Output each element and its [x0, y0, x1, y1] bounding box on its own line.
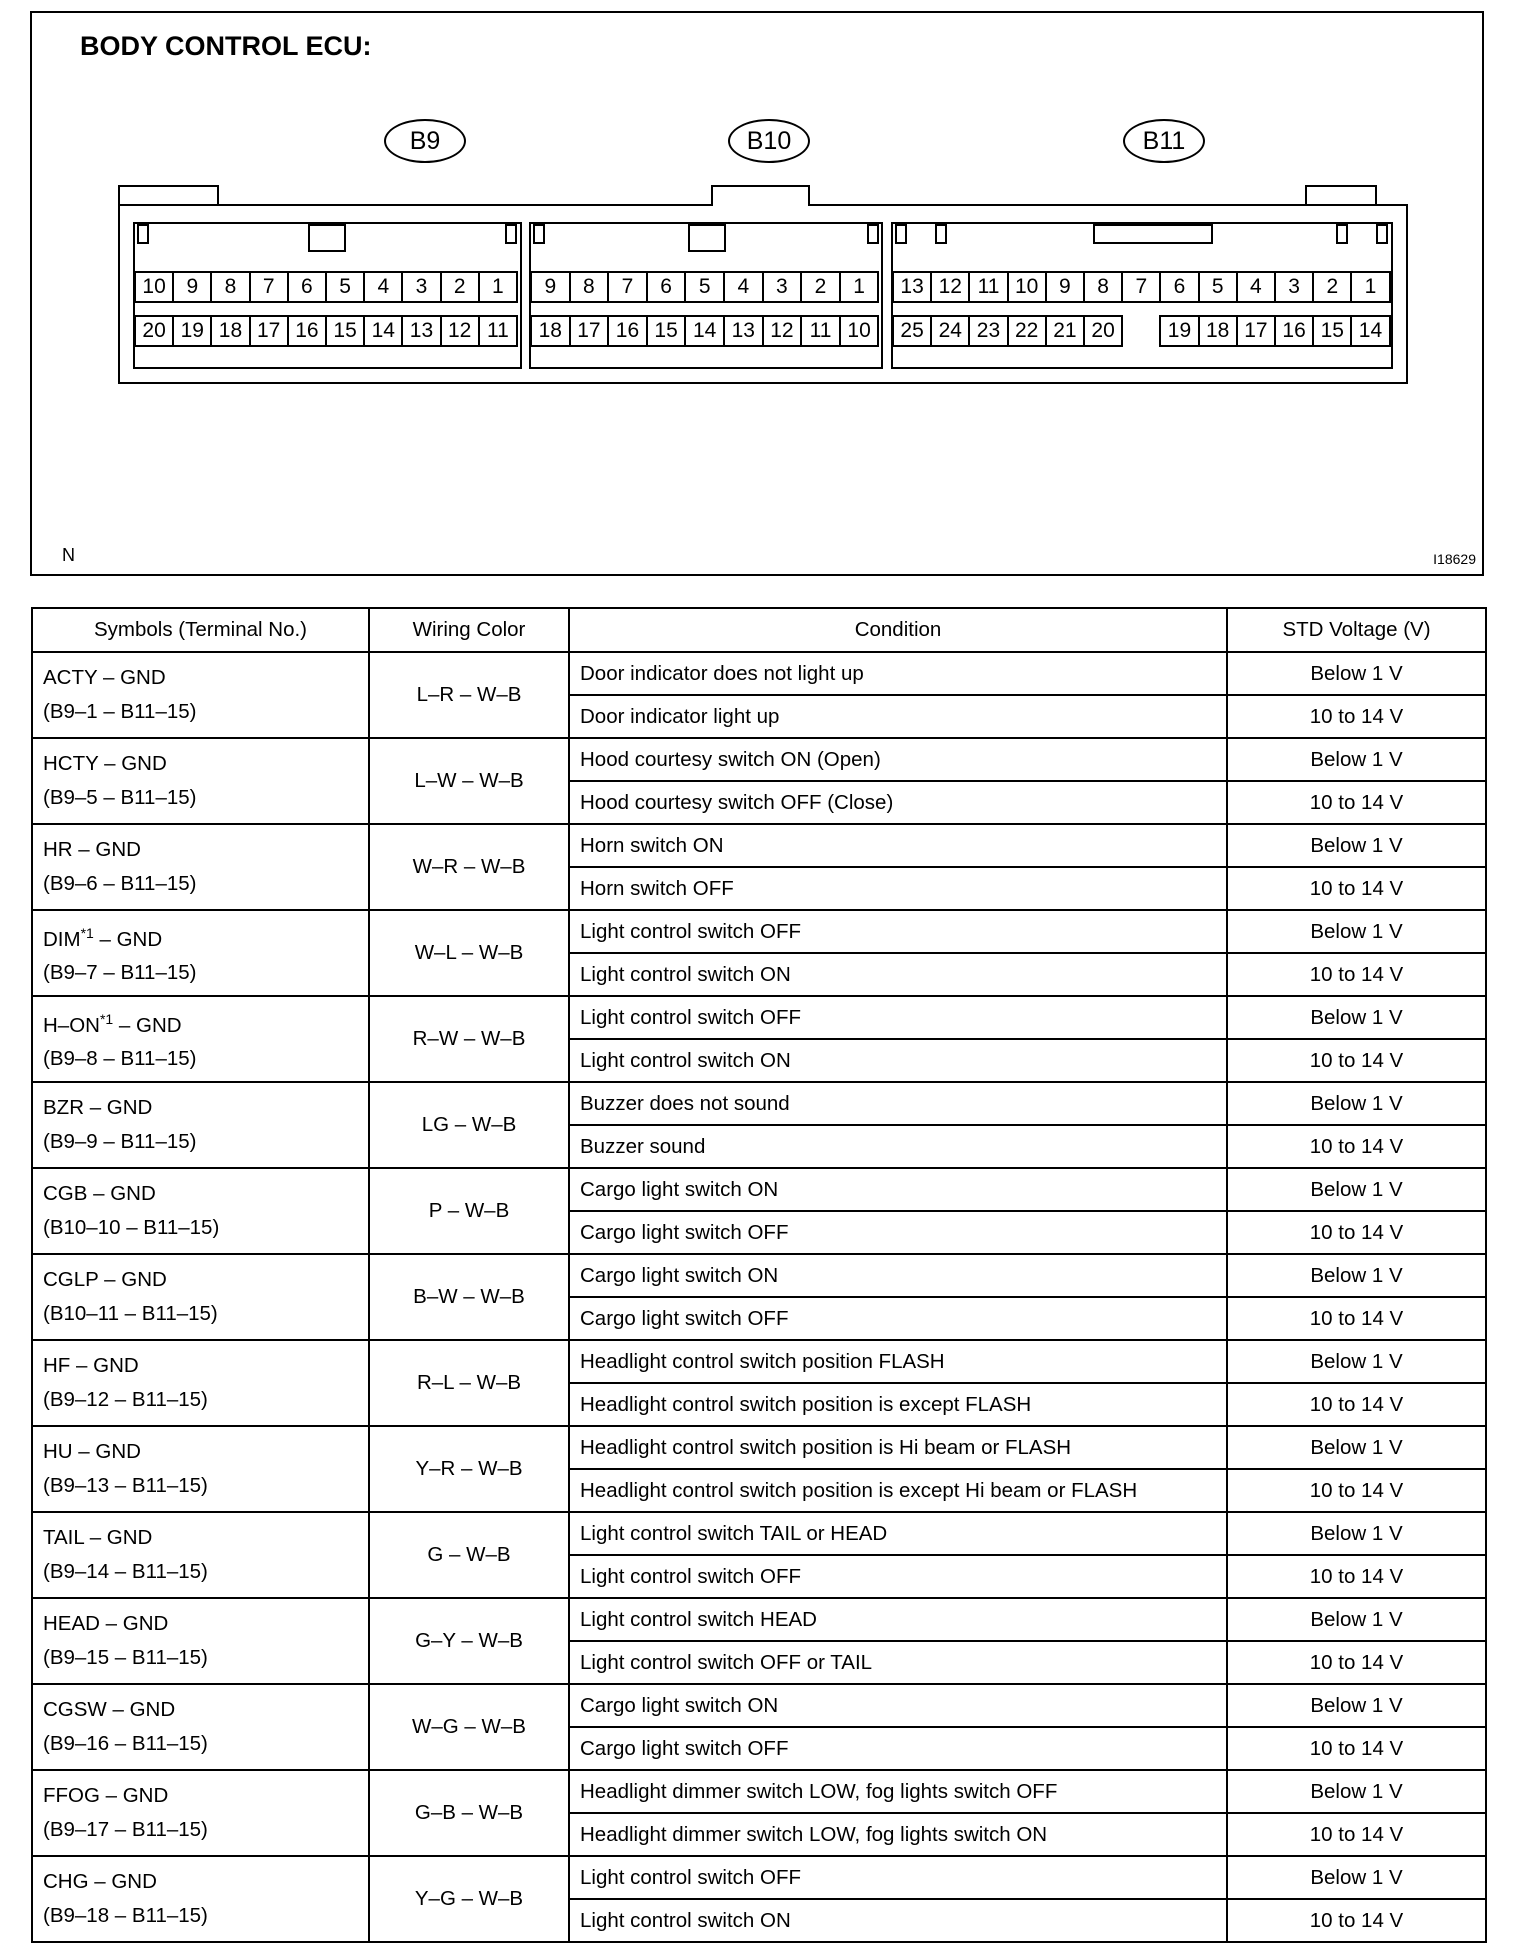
condition-cell: Headlight control switch position FLASH — [569, 1340, 1227, 1383]
connector-pin: 10 — [839, 315, 880, 347]
table-row — [32, 1856, 1486, 1899]
symbol-footnote: *1 — [80, 924, 94, 941]
connector-pin: 17 — [249, 315, 289, 347]
connector-label-b10: B10 — [728, 119, 810, 163]
connector-pin: 19 — [1159, 315, 1199, 347]
condition-cell: Light control switch TAIL or HEAD — [569, 1512, 1227, 1555]
connector-pin: 1 — [1350, 271, 1390, 303]
diagram-title: BODY CONTROL ECU: — [80, 31, 372, 61]
table-header-row — [32, 608, 1486, 652]
symbol-cell — [32, 1340, 369, 1426]
condition-cell: Light control switch ON — [569, 1039, 1227, 1082]
connector-pin: 23 — [968, 315, 1008, 347]
table-row — [32, 738, 1486, 781]
voltage-cell: 10 to 14 V — [1227, 1469, 1486, 1512]
condition-cell: Cargo light switch ON — [569, 1168, 1227, 1211]
connector-pin: 17 — [1236, 315, 1276, 347]
symbol-cell — [32, 1598, 369, 1684]
connector-pin: 11 — [968, 271, 1008, 303]
voltage-cell: Below 1 V — [1227, 1082, 1486, 1125]
symbol-label: HR – GND — [43, 838, 141, 861]
table-row — [32, 1168, 1486, 1211]
voltage-cell: Below 1 V — [1227, 738, 1486, 781]
connector-pin: 4 — [363, 271, 403, 303]
note-letter: N — [62, 545, 75, 565]
table-row — [32, 1684, 1486, 1727]
connector-pin: 7 — [249, 271, 289, 303]
symbol-label: HCTY – GND — [43, 752, 167, 775]
terminal-label: (B9–15 – B11–15) — [43, 1646, 208, 1669]
header-condition: Condition — [569, 608, 1227, 652]
connector-pin: 1 — [839, 271, 880, 303]
symbol-cell — [32, 738, 369, 824]
connector-pin: 9 — [1045, 271, 1085, 303]
terminal-label: (B9–7 – B11–15) — [43, 961, 197, 985]
voltage-cell: 10 to 14 V — [1227, 1899, 1486, 1942]
symbol-rest: – GND — [113, 1013, 182, 1037]
connector-pin: 18 — [530, 315, 571, 347]
voltage-cell: Below 1 V — [1227, 1856, 1486, 1899]
voltage-cell: 10 to 14 V — [1227, 953, 1486, 996]
connector-pin: 13 — [892, 271, 932, 303]
connector-pin: 5 — [325, 271, 365, 303]
terminal-label: (B9–16 – B11–15) — [43, 1732, 208, 1755]
voltage-cell: Below 1 V — [1227, 1512, 1486, 1555]
voltage-cell: 10 to 14 V — [1227, 1555, 1486, 1598]
table-row — [32, 996, 1486, 1039]
voltage-cell: Below 1 V — [1227, 1770, 1486, 1813]
condition-cell: Cargo light switch OFF — [569, 1211, 1227, 1254]
condition-cell: Light control switch ON — [569, 953, 1227, 996]
condition-cell: Light control switch OFF — [569, 1555, 1227, 1598]
connector-pin: 8 — [210, 271, 250, 303]
terminal-label: (B9–5 – B11–15) — [43, 786, 197, 809]
voltage-cell: 10 to 14 V — [1227, 781, 1486, 824]
connector-pin: 16 — [1274, 315, 1314, 347]
condition-cell: Cargo light switch ON — [569, 1684, 1227, 1727]
connector-pin: 14 — [363, 315, 403, 347]
connector-pin: 3 — [401, 271, 441, 303]
connector-pin: 2 — [800, 271, 841, 303]
condition-cell: Hood courtesy switch OFF (Close) — [569, 781, 1227, 824]
voltage-cell: Below 1 V — [1227, 910, 1486, 953]
table-row — [32, 1340, 1486, 1383]
connector-label-b9: B9 — [384, 119, 466, 163]
voltage-cell: Below 1 V — [1227, 1340, 1486, 1383]
voltage-cell: 10 to 14 V — [1227, 1297, 1486, 1340]
wiring-color-cell: W–R – W–B — [369, 824, 569, 910]
symbol-cell — [32, 1254, 369, 1340]
symbol-cell — [32, 1426, 369, 1512]
condition-cell: Light control switch OFF or TAIL — [569, 1641, 1227, 1684]
voltage-cell: 10 to 14 V — [1227, 1383, 1486, 1426]
condition-cell: Buzzer does not sound — [569, 1082, 1227, 1125]
connector-pin: 6 — [646, 271, 687, 303]
voltage-cell: 10 to 14 V — [1227, 695, 1486, 738]
connector-pin: 24 — [930, 315, 970, 347]
table-row — [32, 1512, 1486, 1555]
symbol-cell — [32, 824, 369, 910]
terminal-label: (B9–17 – B11–15) — [43, 1818, 208, 1841]
condition-cell: Light control switch OFF — [569, 996, 1227, 1039]
connector-pin: 20 — [134, 315, 174, 347]
voltage-cell: 10 to 14 V — [1227, 1211, 1486, 1254]
symbol-cell — [32, 652, 369, 738]
connector-pin: 15 — [1312, 315, 1352, 347]
condition-cell: Cargo light switch ON — [569, 1254, 1227, 1297]
connector-pin: 11 — [478, 315, 518, 347]
wiring-color-cell: Y–G – W–B — [369, 1856, 569, 1942]
wiring-color-cell: G–Y – W–B — [369, 1598, 569, 1684]
connector-pin: 8 — [1083, 271, 1123, 303]
wiring-color-cell: R–L – W–B — [369, 1340, 569, 1426]
wiring-color-cell: L–W – W–B — [369, 738, 569, 824]
voltage-cell: Below 1 V — [1227, 1598, 1486, 1641]
wiring-color-cell: R–W – W–B — [369, 996, 569, 1082]
symbol-cell — [32, 910, 369, 996]
terminal-label: (B10–10 – B11–15) — [43, 1216, 220, 1239]
voltage-cell: 10 to 14 V — [1227, 1125, 1486, 1168]
voltage-cell: Below 1 V — [1227, 1254, 1486, 1297]
connector-pin: 1 — [478, 271, 518, 303]
connector-pin: 7 — [1121, 271, 1161, 303]
condition-cell: Horn switch OFF — [569, 867, 1227, 910]
condition-cell: Hood courtesy switch ON (Open) — [569, 738, 1227, 781]
connector-pin: 4 — [1236, 271, 1276, 303]
symbol-cell — [32, 1082, 369, 1168]
connector-pin: 22 — [1007, 315, 1047, 347]
connector-pin: 2 — [440, 271, 480, 303]
connector-pin: 12 — [930, 271, 970, 303]
voltage-table — [31, 607, 1487, 1943]
table-row — [32, 1598, 1486, 1641]
table-row — [32, 824, 1486, 867]
connector-pin: 2 — [1312, 271, 1352, 303]
symbol-cell — [32, 996, 369, 1082]
condition-cell: Light control switch ON — [569, 1899, 1227, 1942]
connector-pin: 20 — [1083, 315, 1123, 347]
connector-pin: 9 — [172, 271, 212, 303]
terminal-label: (B9–6 – B11–15) — [43, 872, 197, 895]
symbol-cell — [32, 1512, 369, 1598]
symbol-label: HEAD – GND — [43, 1612, 169, 1635]
condition-cell: Door indicator light up — [569, 695, 1227, 738]
wiring-color-cell: G – W–B — [369, 1512, 569, 1598]
connector-pin: 10 — [1007, 271, 1047, 303]
connector-pin: 15 — [646, 315, 687, 347]
connector-pin: 16 — [607, 315, 648, 347]
connector-pin: 17 — [569, 315, 610, 347]
condition-cell: Light control switch OFF — [569, 1856, 1227, 1899]
connector-pin: 13 — [401, 315, 441, 347]
connector-label-b11: B11 — [1123, 119, 1205, 163]
wiring-color-cell: W–L – W–B — [369, 910, 569, 996]
connector-pin: 5 — [1198, 271, 1238, 303]
symbol-label: CGLP – GND — [43, 1268, 167, 1291]
wiring-color-cell: LG – W–B — [369, 1082, 569, 1168]
symbol-label: HF – GND — [43, 1354, 139, 1377]
voltage-cell: Below 1 V — [1227, 652, 1486, 695]
wiring-color-cell: P – W–B — [369, 1168, 569, 1254]
wiring-color-cell: B–W – W–B — [369, 1254, 569, 1340]
connector-pin: 18 — [210, 315, 250, 347]
connector-pin: 25 — [892, 315, 932, 347]
connector-pin: 8 — [569, 271, 610, 303]
connector-pin: 3 — [762, 271, 803, 303]
connector-pin: 12 — [762, 315, 803, 347]
condition-cell: Door indicator does not light up — [569, 652, 1227, 695]
terminal-label: (B9–14 – B11–15) — [43, 1560, 208, 1583]
condition-cell: Headlight dimmer switch LOW, fog lights switch ON — [569, 1813, 1227, 1856]
condition-cell: Cargo light switch OFF — [569, 1297, 1227, 1340]
symbol-cell — [32, 1856, 369, 1942]
connector-pin: 15 — [325, 315, 365, 347]
condition-cell: Light control switch OFF — [569, 910, 1227, 953]
voltage-cell: Below 1 V — [1227, 824, 1486, 867]
symbol-label: CGSW – GND — [43, 1698, 176, 1721]
symbol-rest: – GND — [93, 927, 163, 951]
symbol-label: HU – GND — [43, 1440, 141, 1463]
voltage-cell: Below 1 V — [1227, 1168, 1486, 1211]
connector-pin: 7 — [607, 271, 648, 303]
terminal-label: (B9–1 – B11–15) — [43, 700, 197, 723]
connector-pin: 6 — [287, 271, 327, 303]
voltage-cell: 10 to 14 V — [1227, 1039, 1486, 1082]
terminal-label: (B9–8 – B11–15) — [43, 1047, 197, 1071]
connector-diagram — [30, 11, 1484, 576]
wiring-color-cell: G–B – W–B — [369, 1770, 569, 1856]
connector-pin: 14 — [1350, 315, 1390, 347]
voltage-cell: 10 to 14 V — [1227, 1813, 1486, 1856]
connector-pin: 3 — [1274, 271, 1314, 303]
connector-pin: 5 — [684, 271, 725, 303]
connector-pin: 19 — [172, 315, 212, 347]
connector-pin: 10 — [134, 271, 174, 303]
symbol-label: CGB – GND — [43, 1182, 156, 1205]
symbol-label — [43, 1002, 368, 1043]
connector-pin: 11 — [800, 315, 841, 347]
figure-id: I18629 — [1433, 551, 1476, 567]
table-row — [32, 1082, 1486, 1125]
symbol-label: TAIL – GND — [43, 1526, 153, 1549]
wiring-color-cell: W–G – W–B — [369, 1684, 569, 1770]
condition-cell: Light control switch HEAD — [569, 1598, 1227, 1641]
symbol-cell — [32, 1684, 369, 1770]
header-wiring-color: Wiring Color — [369, 608, 569, 652]
header-std-voltage: STD Voltage (V) — [1227, 608, 1486, 652]
voltage-cell: Below 1 V — [1227, 996, 1486, 1039]
condition-cell: Headlight control switch position is except Hi beam or FLASH — [569, 1469, 1227, 1512]
connector-pin: 14 — [684, 315, 725, 347]
symbol-label: ACTY – GND — [43, 666, 166, 689]
symbol-label — [43, 916, 368, 957]
condition-cell: Headlight control switch position is except FLASH — [569, 1383, 1227, 1426]
condition-cell: Horn switch ON — [569, 824, 1227, 867]
symbol-label: CHG – GND — [43, 1870, 157, 1893]
terminal-label: (B9–13 – B11–15) — [43, 1474, 208, 1497]
terminal-label: (B10–11 – B11–15) — [43, 1302, 218, 1325]
table-row — [32, 1254, 1486, 1297]
header-symbols: Symbols (Terminal No.) — [32, 608, 369, 652]
symbol-main: DIM — [43, 927, 81, 951]
connector-pin: 21 — [1045, 315, 1085, 347]
table-body — [32, 652, 1486, 1942]
table-row — [32, 910, 1486, 953]
symbol-label: FFOG – GND — [43, 1784, 169, 1807]
wiring-color-cell: Y–R – W–B — [369, 1426, 569, 1512]
connector-pin: 9 — [530, 271, 571, 303]
voltage-cell: 10 to 14 V — [1227, 1727, 1486, 1770]
voltage-cell: 10 to 14 V — [1227, 867, 1486, 910]
table-row — [32, 1426, 1486, 1469]
voltage-cell: 10 to 14 V — [1227, 1641, 1486, 1684]
condition-cell: Buzzer sound — [569, 1125, 1227, 1168]
condition-cell: Cargo light switch OFF — [569, 1727, 1227, 1770]
connector-pin: 12 — [440, 315, 480, 347]
condition-cell: Headlight control switch position is Hi beam or FLASH — [569, 1426, 1227, 1469]
connector-pin: 4 — [723, 271, 764, 303]
table-row — [32, 652, 1486, 695]
terminal-label: (B9–12 – B11–15) — [43, 1388, 208, 1411]
condition-cell: Headlight dimmer switch LOW, fog lights switch OFF — [569, 1770, 1227, 1813]
wiring-color-cell: L–R – W–B — [369, 652, 569, 738]
symbol-cell — [32, 1168, 369, 1254]
connector-pin: 13 — [723, 315, 764, 347]
table-row — [32, 1770, 1486, 1813]
symbol-cell — [32, 1770, 369, 1856]
symbol-main: H–ON — [43, 1013, 100, 1037]
voltage-cell: Below 1 V — [1227, 1684, 1486, 1727]
connector-pin: 6 — [1159, 271, 1199, 303]
terminal-label: (B9–18 – B11–15) — [43, 1904, 208, 1927]
symbol-label: BZR – GND — [43, 1096, 153, 1119]
symbol-footnote: *1 — [99, 1010, 114, 1027]
connector-pin: 16 — [287, 315, 327, 347]
voltage-cell: Below 1 V — [1227, 1426, 1486, 1469]
terminal-label: (B9–9 – B11–15) — [43, 1130, 197, 1153]
connector-pin: 18 — [1198, 315, 1238, 347]
